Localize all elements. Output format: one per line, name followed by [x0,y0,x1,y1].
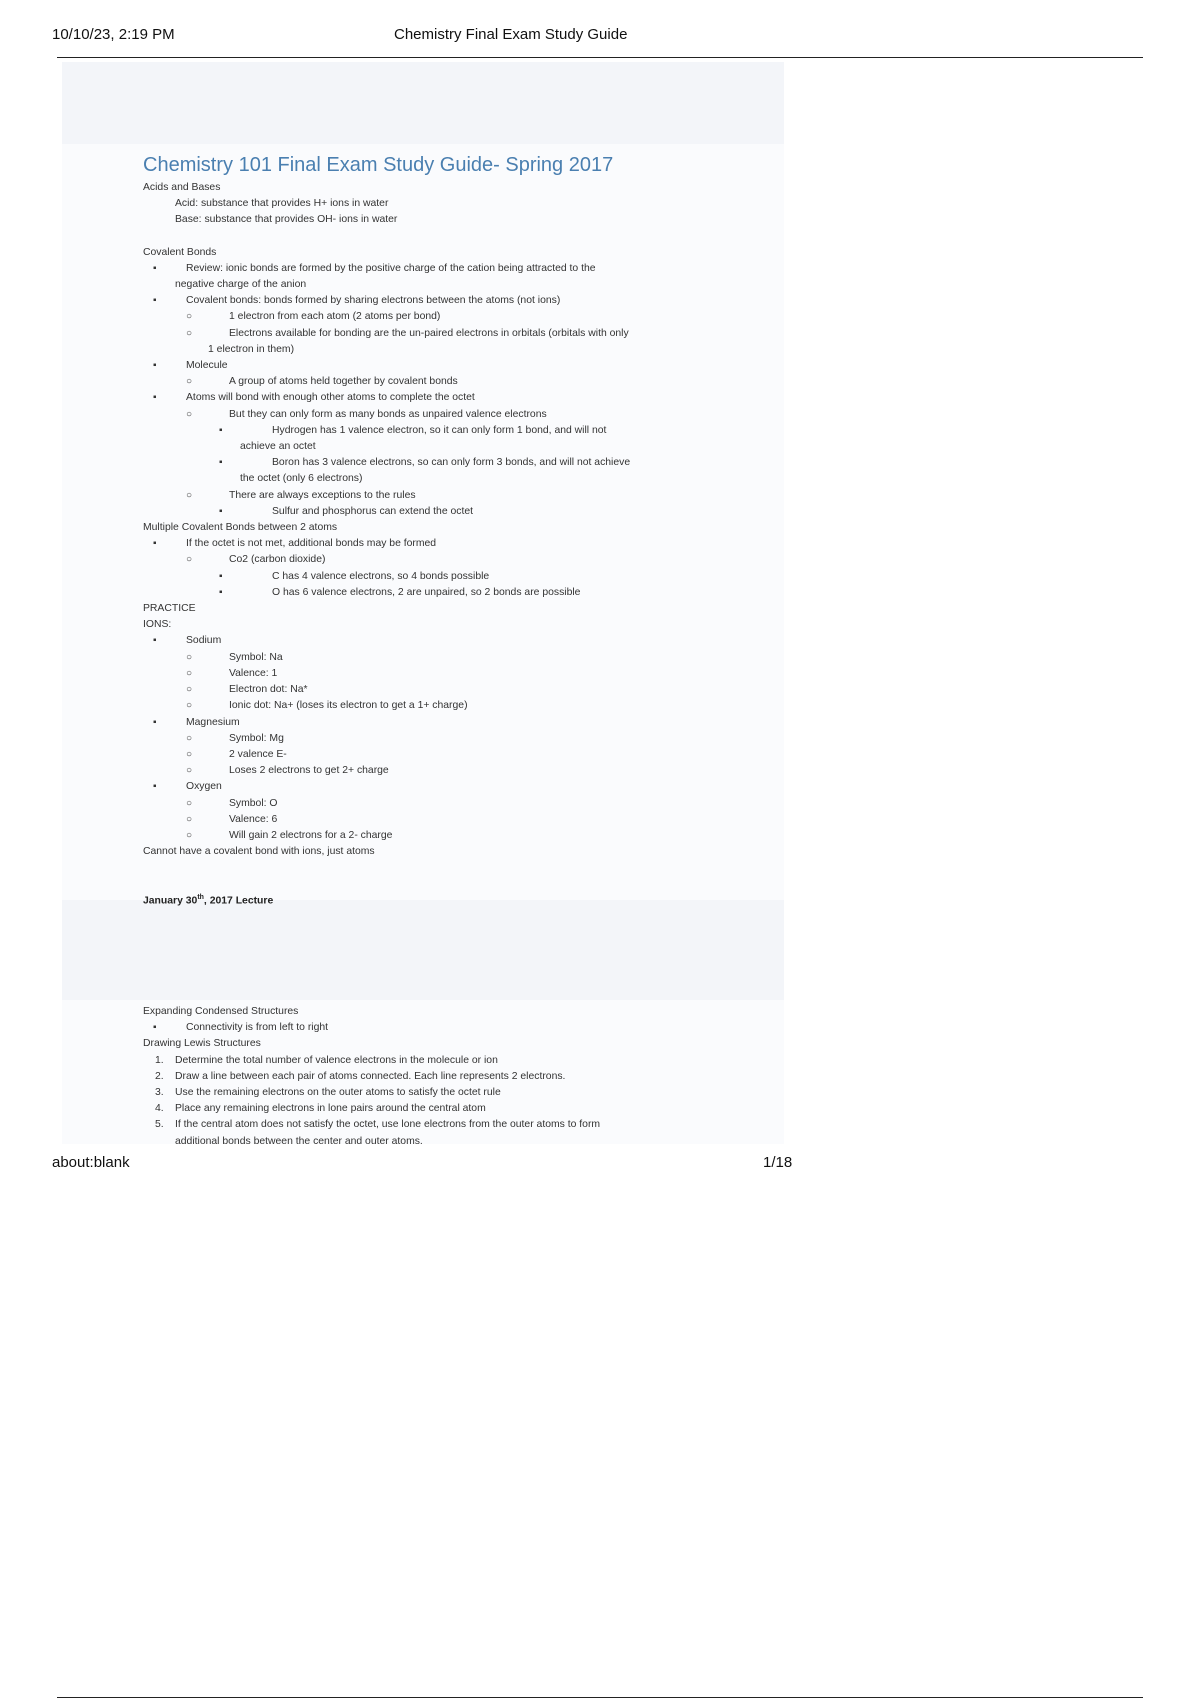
list-item-text: Magnesium [186,716,240,728]
numbered-item: 2. Draw a line between each pair of atoms connected. Each line represents 2 electrons. [155,1070,566,1082]
list-item-text: Molecule [186,360,228,372]
list-item-text: Valence: 6 [229,813,278,825]
list-item: ○ 1 electron from each atom (2 atoms per bond) [186,311,441,323]
page-shade-band [62,62,784,144]
list-item: ▪ Review: ionic bonds are formed by the positive charge of the cation being attracted to the [153,262,596,274]
list-item: ○ Electrons available for bonding are the un-paired electrons in orbitals (orbitals with only [186,327,629,339]
list-item: ○ But they can only form as many bonds as unpaired valence electrons [186,408,547,420]
numbered-item: 1. Determine the total number of valence electrons in the molecule or ion [155,1054,498,1066]
list-item: ▪ Boron has 3 valence electrons, so can only form 3 bonds, and will not achieve [219,457,631,469]
list-item: ○ Loses 2 electrons to get 2+ charge [186,765,389,777]
document-body [143,150,723,1150]
list-item: ○ Electron dot: Na* [186,684,308,696]
list-item-text: O has 6 valence electrons, 2 are unpaired, so 2 bonds are possible [272,586,581,598]
list-item: ▪ Hydrogen has 1 valence electron, so it can only form 1 bond, and will not [219,424,607,436]
section-heading: IONS: [143,619,172,631]
list-item-text: Oxygen [186,781,222,793]
list-item-text: Hydrogen has 1 valence electron, so it can only form 1 bond, and will not [272,424,607,436]
list-item-text: Symbol: Mg [229,732,284,744]
list-item-text: Will gain 2 electrons for a 2- charge [229,829,393,841]
numbered-item: 3. Use the remaining electrons on the outer atoms to satisfy the octet rule [155,1087,501,1099]
list-item-text: Electrons available for bonding are the un-paired electrons in orbitals (orbitals with only [229,327,629,339]
list-item: ▪ O has 6 valence electrons, 2 are unpaired, so 2 bonds are possible [219,586,581,598]
section-heading: Expanding Condensed Structures [143,1006,299,1017]
header-rule [57,57,1143,58]
print-url: about:blank [52,1154,130,1171]
section-heading: Acids and Bases [143,182,221,193]
list-item: ▪ Connectivity is from left to right [153,1022,329,1034]
list-item-text: 1 electron from each atom (2 atoms per bond) [229,311,441,323]
list-item: ○ Co2 (carbon dioxide) [186,554,326,566]
text-line: achieve an octet [240,441,316,453]
list-item: ▪ Atoms will bond with enough other atoms to complete the octet [153,392,475,404]
list-item-text: Symbol: Na [229,651,283,663]
text-line: negative charge of the anion [175,279,307,291]
lecture-heading: January 30th, 2017 Lecture [143,894,274,907]
list-item: ▪ Covalent bonds: bonds formed by sharing electrons between the atoms (not ions) [153,295,561,307]
list-item: ○ Ionic dot: Na+ (loses its electron to get a 1+ charge) [186,700,468,712]
list-item-text: Sulfur and phosphorus can extend the octet [272,505,474,517]
section-heading: Multiple Covalent Bonds between 2 atoms [143,522,338,534]
footer-rule [57,1697,1143,1698]
numbered-item: 4. Place any remaining electrons in lone pairs around the central atom [155,1103,486,1115]
section-heading: PRACTICE [143,603,196,615]
text-line: Cannot have a covalent bond with ions, just atoms [143,846,375,858]
list-item-text: Symbol: O [229,797,278,809]
list-item: ▪ Magnesium [153,716,240,728]
list-item-text: If the octet is not met, additional bonds may be formed [186,538,437,550]
list-item-text: Connectivity is from left to right [186,1022,329,1034]
print-doc-title: Chemistry Final Exam Study Guide [394,26,628,43]
list-item-text: Electron dot: Na* [229,684,308,696]
text-line: the octet (only 6 electrons) [240,473,363,485]
list-item: ○ Symbol: O [186,797,278,809]
list-item-text: Boron has 3 valence electrons, so can only form 3 bonds, and will not achieve [272,457,631,469]
list-item-text: A group of atoms held together by covalent bonds [229,376,458,388]
list-item-text: 2 valence E- [229,748,287,760]
list-item: ○ A group of atoms held together by covalent bonds [186,376,458,388]
list-item-text: But they can only form as many bonds as unpaired valence electrons [229,408,547,420]
document-heading: Chemistry 101 Final Exam Study Guide- Spring 2017 [143,154,614,176]
list-item: ▪ Sulfur and phosphorus can extend the octet [219,505,474,517]
list-item: ▪ If the octet is not met, additional bonds may be formed [153,538,437,550]
list-item-text: Ionic dot: Na+ (loses its electron to get a 1+ charge) [229,700,468,712]
list-item: ▪ Molecule [153,360,228,372]
list-item-text: Loses 2 electrons to get 2+ charge [229,765,389,777]
list-item: ○ Valence: 6 [186,813,278,825]
text-line: Base: substance that provides OH- ions in water [175,214,398,226]
numbered-item: 5. If the central atom does not satisfy the octet, use lone electrons from the outer atoms to form [155,1119,601,1131]
section-heading: Covalent Bonds [143,246,217,258]
list-item-text: Valence: 1 [229,667,278,679]
list-item: ○ Symbol: Na [186,651,283,663]
list-item-text: Review: ionic bonds are formed by the positive charge of the cation being attracted to the [186,262,596,274]
list-item: ▪ C has 4 valence electrons, so 4 bonds possible [219,570,490,582]
text-line: 1 electron in them) [208,343,295,355]
list-item-text: C has 4 valence electrons, so 4 bonds possible [272,570,490,582]
list-item-text: Covalent bonds: bonds formed by sharing electrons between the atoms (not ions) [186,295,561,307]
section-heading: Drawing Lewis Structures [143,1038,261,1050]
list-item-text: There are always exceptions to the rules [229,489,416,501]
list-item: ○ Will gain 2 electrons for a 2- charge [186,829,393,841]
text-line: additional bonds between the center and outer atoms. [175,1135,423,1147]
list-item: ○ 2 valence E- [186,748,287,760]
list-item-text: Atoms will bond with enough other atoms to complete the octet [186,392,475,404]
list-item: ▪ Oxygen [153,781,222,793]
list-item: ○ There are always exceptions to the rules [186,489,416,501]
list-item: ○ Valence: 1 [186,667,278,679]
list-item: ▪ Sodium [153,635,222,647]
list-item: ○ Symbol: Mg [186,732,284,744]
text-line: Acid: substance that provides H+ ions in water [175,198,389,210]
list-item-text: Sodium [186,635,222,647]
print-datetime: 10/10/23, 2:19 PM [52,26,175,43]
list-item-text: Co2 (carbon dioxide) [229,554,326,566]
page-number: 1/18 [763,1154,793,1171]
